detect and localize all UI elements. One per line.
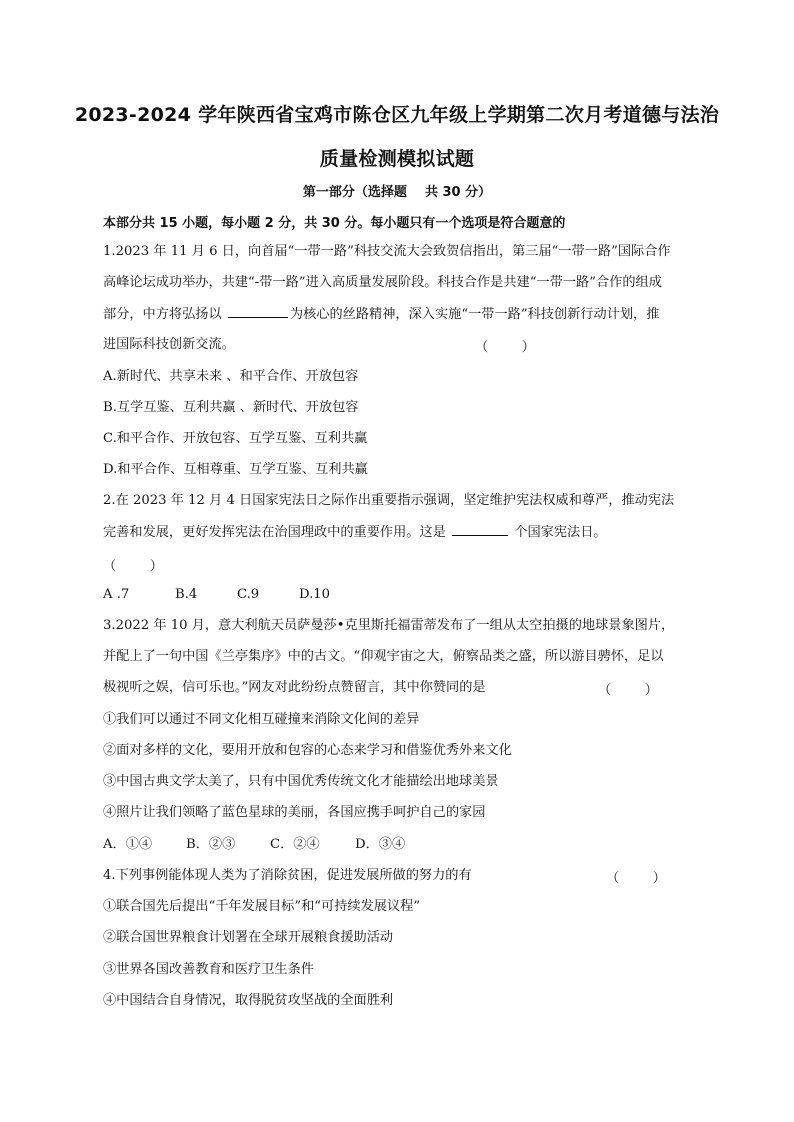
q1-stem-line3-after: 为核心的丝路精神，深入实施“一带一路”科技创新行动计划，推 <box>289 307 660 322</box>
q2-stem-line2 <box>103 523 607 542</box>
q2-option-d[interactable]: D.10 <box>299 587 331 602</box>
q2-option-b[interactable]: B.4 <box>175 587 198 602</box>
q3-stem-line1: 3.2022 年 10 月，意大利航天员萨曼莎•克里斯托福雷蒂发布了一组从太空拍摄的地球景象图片， <box>103 618 675 633</box>
q2-option-a[interactable]: A .7 <box>103 587 130 602</box>
q3-answer-paren[interactable]: （ ） <box>598 683 658 698</box>
q3-stem-line3: 极视听之娱，信可乐也。”网友对此纷纷点赞留言，其中你赞同的是 <box>103 680 486 695</box>
q1-option-b[interactable]: B.互学互鉴、互利共赢 、新时代、开放包容 <box>103 400 359 415</box>
q2-answer-paren[interactable]: （ ） <box>103 559 163 574</box>
q3-item-4: ④照片让我们领略了蓝色星球的美丽，各国应携手呵护自己的家园 <box>103 805 486 820</box>
section-instructions: 本部分共 15 小题，每小题 2 分，共 30 分。每小题只有一个选项是符合题意的 <box>103 216 566 231</box>
q1-option-a[interactable]: A.新时代、共享未来 、和平合作、开放包容 <box>103 369 359 384</box>
q1-stem-line3 <box>103 305 659 324</box>
q3-item-2: ②面对多样的文化，要用开放和包容的心态来学习和借鉴优秀外来文化 <box>103 743 512 758</box>
q1-stem-line4: 进国际科技创新交流。 <box>103 337 235 352</box>
exam-title-line1: 2023-2024 学年陕西省宝鸡市陈仓区九年级上学期第二次月考道德与法治 <box>74 104 720 126</box>
q3-option-c[interactable]: C．②④ <box>270 837 320 852</box>
q1-stem-line1: 1.2023 年 11 月 6 日，向首届“一带一路”科技交流大会致贺信指出，第三届“一带一路”国际合作 <box>103 244 671 259</box>
q2-stem-line2-after: 个国家宪法日。 <box>510 525 607 540</box>
q4-stem-line1: 4.下列事例能体现人类为了消除贫困，促进发展所做的努力的有 <box>103 868 472 883</box>
q1-stem-line2: 高峰论坛成功举办，共建“-带一路”进入高质量发展阶段。科技合作是共建“一带一路”合作的组成 <box>103 275 662 290</box>
q2-stem-line1: 2.在 2023 年 12 月 4 日国家宪法日之际作出重要指示强调，坚定维护宪法权威和尊严，推动宪法 <box>103 493 675 508</box>
q3-option-b[interactable]: B．②③ <box>186 837 236 852</box>
q1-option-d[interactable]: D.和平合作、互相尊重、互学互鉴、互利共赢 <box>103 462 368 477</box>
q4-item-1: ①联合国先后提出“千年发展目标”和“可持续发展议程” <box>103 899 421 914</box>
q4-answer-paren[interactable]: （ ） <box>606 871 666 886</box>
section-header: 第一部分（选择题 共 30 分） <box>302 185 492 200</box>
q1-answer-blank[interactable] <box>228 305 288 318</box>
q3-item-3: ③中国古典文学太美了，只有中国优秀传统文化才能描绘出地球美景 <box>103 774 499 789</box>
q3-stem-line2: 并配上了一句中国《兰亭集序》中的古文。“仰观宇宙之大，俯察品类之盛，所以游目骋怀，足以 <box>103 649 664 664</box>
q4-item-4: ④中国结合自身情况，取得脱贫攻坚战的全面胜利 <box>103 993 394 1008</box>
q1-option-c[interactable]: C.和平合作、开放包容、互学互鉴、互利共赢 <box>103 431 368 446</box>
q3-item-1: ①我们可以通过不同文化相互碰撞来消除文化间的差异 <box>103 712 420 727</box>
q4-item-2: ②联合国世界粮食计划署在全球开展粮食援助活动 <box>103 930 394 945</box>
q2-answer-blank[interactable] <box>452 523 508 536</box>
q2-option-c[interactable]: C.9 <box>237 587 260 602</box>
q1-stem-line3-before: 部分，中方将弘扬以 <box>103 307 226 322</box>
exam-title-line2: 质量检测模拟试题 <box>319 148 475 170</box>
q3-option-d[interactable]: D．③④ <box>355 837 406 852</box>
q3-option-a[interactable]: A．①④ <box>103 837 153 852</box>
q1-answer-paren[interactable]: （ ） <box>475 340 535 355</box>
q2-stem-line2-before: 完善和发展，更好发挥宪法在治国理政中的重要作用。这是 <box>103 525 451 540</box>
q4-item-3: ③世界各国改善教育和医疗卫生条件 <box>103 962 314 977</box>
